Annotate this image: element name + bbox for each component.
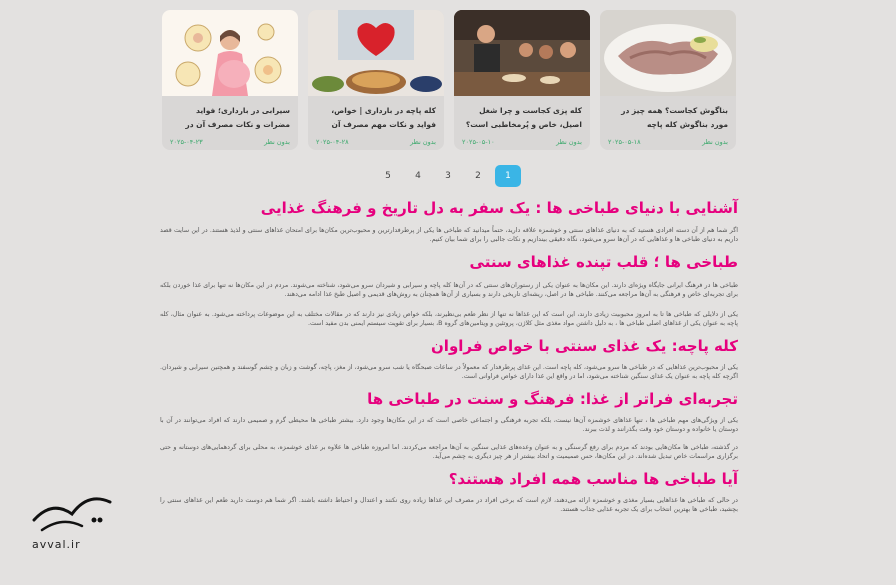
article-paragraph-4: یکی از محبوب‌ترین غذاهایی که در طباخی ها سرو می‌شود، کله پاچه است. این غذای پرطرفدار که معمولاً در ساعات صبحگاه یا شب سرو می‌شود، از مغز، پاچه، گوشت و زبان و چشم گوسفند و همچنین سیرابی و شیردان. اگرچه کله پاچه به عنوان یک غذای سنگین شناخته می‌شود، اما در واقع این غذا دارای خواص فراوانی است. [160, 364, 738, 380]
article-paragraph-2: طباخی ها در فرهنگ ایرانی جایگاه ویژه‌ای دارند. این مکان‌ها به عنوان یکی از رستوران‌های سنتی که در آن‌ها کله پاچه و سیرابی و شیردان سرو می‌شود، شناخته می‌شوند. مردم در این مکان‌ها نه تنها برای غذا خوردن بلکه برای تجربه‌ای خاص و فرهنگی به آن‌ها مراجعه می‌کنند. طباخی ها در اصل، ریشه‌ای تاریخی دارند و بسیاری از آن‌ها همچنان به روش‌های قدیمی و اصیل طبخ غذا ادامه می‌دهند. [160, 282, 738, 298]
avval-watermark [22, 480, 122, 560]
article-paragraph-3: یکی از دلایلی که طباخی ها تا به امروز محبوبیت زیادی دارند، این است که این غذاها نه تنها از نظر طعم بی‌نظیرند، بلکه خواص زیادی نیز دارند که در مقالات مختلف به این موضوعات پرداخته می‌شود. به عنوان مثال، کله پاچه به عنوان یکی از غذاهای اصلی طباخی ها ، به دلیل داشتن مواد مغذی مثل کلاژن، پروتئین و ویتامین‌های گروه B، بسیار برای تقویت سیستم ایمنی بدن مفید است. [160, 311, 738, 327]
article-paragraph-6: در گذشته، طباخی ها مکان‌هایی بودند که مردم برای رفع گرسنگی و به عنوان وعده‌های غذایی سنگین به آن‌ها مراجعه می‌کردند. اما امروزه طباخی ها علاوه بر غذای خوشمزه، به محلی برای گردهمایی‌های دوستانه و حتی برگزاری مراسمات خاص تبدیل شده‌اند. در این مکان‌ها، حس صمیمیت و اتحاد بیشتر از هر چیز دیگری به چشم می‌آید. [160, 444, 738, 460]
post-card-title[interactable]: بناگوش کجاست؟ همه چیز در مورد بناگوش کله پاچه [621, 106, 728, 129]
post-card[interactable] [308, 10, 444, 150]
article-paragraph-7: در حالی که طباخی ها غذاهایی بسیار مغذی و خوشمزه ارائه می‌دهند، لازم است که برخی افراد در مصرف این غذاها زیاده روی نکنند و اعتدال و احتیاط داشته باشند. اگر شما هم دوست دارید طعم این غذاهای سنتی را بچشید، طباخی ها بهترین انتخاب برای یک تجربه غذایی جذاب هستند. [160, 497, 738, 513]
article-heading-2: طباخی ها ؛ قلب تپنده غذاهای سنتی [469, 253, 738, 271]
page-4-button[interactable]: 4 [415, 171, 421, 181]
page-1-button[interactable]: 1 [495, 165, 521, 187]
post-card-title[interactable]: سیرابی در بارداری؛ فواید مضرات و نکات مصرف آن در [185, 106, 290, 129]
article-heading-1: آشنایی با دنیای طباخی ها : یک سفر به دل تاریخ و فرهنگ غذایی [260, 199, 738, 217]
page-3-button[interactable]: 3 [445, 171, 451, 181]
chef-serving-family-photo-icon [454, 10, 590, 96]
avval-url[interactable]: avval.ir [32, 538, 81, 551]
post-card-comments: بدون نظر [410, 138, 436, 146]
lamb-meat-plate-photo-icon [600, 10, 736, 96]
article-heading-4: تجربه‌ای فراتر از غذا: فرهنگ و سنت در طباخی ها [367, 390, 738, 408]
post-card-title[interactable]: کله پزی کجاست و چرا شغل اصیل، خاص و پُرمخاطبی است؟ [465, 106, 582, 129]
post-card-title[interactable]: کله پاچه در بارداری | خواص، فواید و نکات مهم مصرف آن [331, 106, 436, 129]
post-card-date: ۲۰۲۵-۰۴-۲۳ [170, 138, 203, 146]
article-heading-5: آیا طباخی ها مناسب همه افراد هستند؟ [448, 470, 738, 488]
page-2-button[interactable]: 2 [475, 171, 481, 181]
post-card[interactable] [454, 10, 590, 150]
post-card-date: ۲۰۲۵-۰۴-۲۸ [316, 138, 349, 146]
post-card[interactable] [600, 10, 736, 150]
article-heading-3: کله پاچه: یک غذای سنتی با خواص فراوان [431, 337, 738, 355]
avval-logo-text [22, 482, 122, 483]
post-card-comments: بدون نظر [264, 138, 290, 146]
post-card-date: ۲۰۲۵-۰۵-۱۰ [462, 138, 495, 146]
post-card[interactable] [162, 10, 298, 150]
article-paragraph-1: اگر شما هم از آن دسته افرادی هستید که به دنیای غذاهای سنتی و خوشمزه علاقه دارید، حتماً میدانید که طباخی ها یکی از پرطرفدارترین و محبوب‌ترین مکان‌ها برای امتحان غذاهای سنتی و لذیذ هستند. در این سایت قصد داریم به دنیای طباخی ها و غذاهایی که در آن‌ها سرو می‌شود، نگاه دقیقی بیندازیم و نکات جالبی را برای شما بیان کنیم. [160, 227, 738, 243]
article [160, 198, 738, 514]
post-card-date: ۲۰۲۵-۰۵-۱۸ [608, 138, 641, 146]
page-5-button[interactable]: 5 [385, 171, 391, 181]
post-card-comments: بدون نظر [702, 138, 728, 146]
article-paragraph-5: یکی از ویژگی‌های مهم طباخی ها ، تنها غذاهای خوشمزه آن‌ها نیست، بلکه تجربه فرهنگی و اجتماعی خاصی است که در این مکان‌ها وجود دارد. بیشتر طباخی ها محیطی گرم و صمیمی دارند که افراد می‌توانند در آن با دوستان یا خانواده و دوستان خود وقت بگذرانند و لذت ببرند. [160, 417, 738, 433]
related-posts [162, 10, 736, 150]
pagination [375, 165, 525, 187]
post-card-comments: بدون نظر [556, 138, 582, 146]
pregnancy-illustration-icon [162, 10, 298, 96]
pregnant-belly-heart-photo-icon [308, 10, 444, 96]
